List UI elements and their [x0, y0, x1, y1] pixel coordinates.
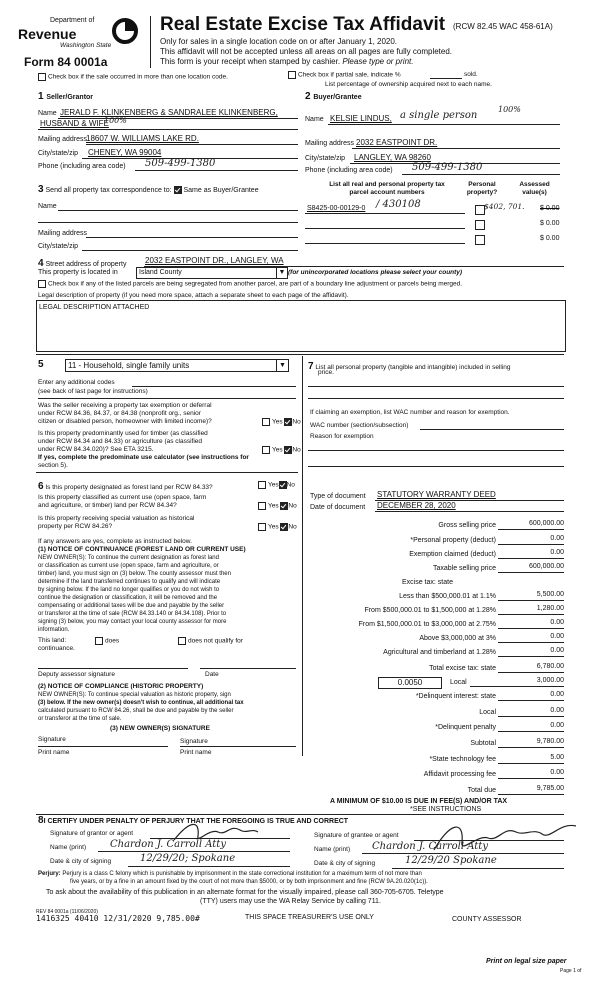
- buyer-city[interactable]: LANGLEY, WA 98260: [354, 153, 431, 162]
- calc-value-tech-fee[interactable]: 5.00: [550, 754, 564, 761]
- s5-q1-line1: Was the seller receiving a property tax exemption or deferral: [38, 402, 212, 409]
- note-2: This affidavit will not be accepted unless all areas on all pages are fully completed.: [160, 47, 453, 56]
- doctype-value[interactable]: STATUTORY WARRANTY DEED: [377, 490, 496, 499]
- buyer-name-handwritten: a single person: [400, 110, 478, 121]
- hist-text-2: calculated pursuant to RCW 84.26, shall be due and payable by the seller: [38, 708, 234, 714]
- docdate-label: Date of document: [310, 504, 366, 511]
- form-citation: (RCW 82.45 WAC 458-61A): [453, 22, 553, 31]
- s5-q1-yes-checkbox[interactable]: [262, 418, 270, 426]
- calc-label-delinq-local: Local: [479, 709, 496, 716]
- calc-value-tier1[interactable]: 5,500.00: [536, 591, 564, 598]
- note-3: This form is your receipt when stamped by cashier.: [160, 57, 341, 66]
- dept-logo-text: Revenue: [18, 26, 77, 42]
- additional-codes-label: Enter any additional codes: [38, 379, 115, 386]
- seller-name[interactable]: JERALD F. KLINKENBERG & SANDRALEE KLINKENBERG,: [60, 108, 278, 117]
- grantor-name-handwritten[interactable]: Chardon J. Carroll Atty: [110, 839, 226, 850]
- calc-label-penalty: *Delinquent penalty: [435, 724, 496, 731]
- rev-code: REV 84 0001a (11/06/2020): [36, 909, 98, 915]
- dept-state: Washington State: [60, 42, 112, 49]
- section-3-num: 3: [38, 184, 44, 195]
- calc-label-gross: Gross selling price: [438, 522, 496, 529]
- buyer-phone-label: Phone (including area code): [305, 167, 393, 174]
- hist-text-1: (3) below. If the new owner(s) doesn't wish to continue, all additional tax: [38, 700, 244, 706]
- parcel-value-2[interactable]: $ 0.00: [540, 220, 560, 227]
- s6-q2-line2: and agriculture, or timber) land per RCW 84.34?: [38, 502, 177, 509]
- s6-if-yes: If any answers are yes, complete as instructed below.: [38, 538, 192, 545]
- s6-q1: Is this property designated as forest land per RCW 84.33?: [45, 484, 213, 491]
- cont-text-6: compensating or additional taxes will be due and payable by the seller: [38, 603, 225, 609]
- seller-pct-handwritten: 100%: [104, 116, 127, 125]
- cont-text-7: or transferor at the time of sale (RCW 84.33.140 or 84.34.108). Prior to: [38, 611, 227, 617]
- sold-suffix: sold.: [464, 71, 478, 78]
- calc-value-tier4[interactable]: 0.00: [550, 633, 564, 640]
- s5-q2-no-checkbox[interactable]: [284, 446, 292, 454]
- located-label: This property is located in: [38, 269, 118, 276]
- parcel-account-1[interactable]: S8425-00-00129-0: [307, 205, 366, 212]
- owner-sig-2-label: Signature: [180, 738, 208, 745]
- s7-text: List all personal property (tangible and intangible) included in selling: [315, 364, 511, 371]
- parcel-col3-header: Assessed: [519, 181, 550, 188]
- buyer-pct-handwritten: 100%: [498, 105, 521, 114]
- note-3-italic: Please type or print.: [342, 57, 414, 66]
- continuance-label: continuance.: [38, 645, 75, 652]
- treasurer-use-label: THIS SPACE TREASURER'S USE ONLY: [245, 914, 374, 921]
- s6-q2-no-checkbox[interactable]: [280, 502, 288, 510]
- buyer-heading: Buyer/Grantee: [313, 94, 362, 101]
- s5-q1-line2: under RCW 84.36, 84.37, or 84.38 (nonprofit org., senior: [38, 410, 201, 417]
- cashier-stamp: 1416325 40410 12/31/2020 9,785.00#: [36, 914, 200, 923]
- calc-label-delinq-state: *Delinquent interest: state: [415, 693, 496, 700]
- parcel-value-1-handwritten: $402, 701.: [484, 202, 525, 211]
- use-code-value: 11 - Household, single family units: [68, 361, 190, 370]
- cont-text-5: continue the designation or classification, it will be removed and the: [38, 595, 218, 601]
- legal-label: Legal description of property (if you need more space, attach a separate sheet to each page of the affidavit).: [38, 292, 349, 299]
- deputy-signature-label: Deputy assessor signature: [38, 671, 115, 678]
- cont-text-8: signing (3) below, you may contact your local county assessor for more: [38, 619, 227, 625]
- historic-heading: (2) NOTICE OF COMPLIANCE (HISTORIC PROPERTY): [38, 683, 204, 690]
- doctype-label: Type of document: [310, 493, 366, 500]
- section-8-heading: I CERTIFY UNDER PENALTY OF PERJURY THAT THE FOREGOING IS TRUE AND CORRECT: [43, 818, 349, 825]
- land-does-checkbox[interactable]: [95, 637, 103, 645]
- grantee-date-label: Date & city of signing: [314, 860, 376, 867]
- buyer-name-label: Name: [305, 116, 324, 123]
- s5-q1-line3: citizen or disabled person, homeowner with limited income)?: [38, 418, 212, 425]
- seller-phone-label: Phone (including area code): [38, 163, 126, 170]
- buyer-city-label: City/state/zip: [305, 155, 346, 162]
- buyer-phone[interactable]: 509-499-1380: [412, 162, 483, 173]
- parcel-value-1[interactable]: $ 0.00: [540, 205, 560, 212]
- local-rate: 0.0050: [397, 678, 423, 687]
- calc-value-tier3[interactable]: 0.00: [550, 619, 564, 626]
- calc-label-ag: Agricultural and timberland at 1.28%: [383, 649, 496, 656]
- form-title: Real Estate Excise Tax Affidavit: [160, 14, 446, 35]
- form-number: Form 84 0001a: [24, 55, 108, 69]
- seller-name-label: Name: [38, 110, 57, 117]
- grantor-name-label: Name (print): [50, 844, 87, 851]
- legal-description: LEGAL DESCRIPTION ATTACHED: [39, 304, 150, 311]
- local-rate-field[interactable]: [378, 677, 442, 689]
- s5-q2-line2: under RCW 84.34 and 84.33) or agriculture (as classified: [38, 438, 203, 445]
- s6-q3-yes-checkbox[interactable]: [258, 523, 266, 531]
- calc-value-subtotal[interactable]: 9,780.00: [536, 738, 564, 745]
- s5-q2-line5: section 5).: [38, 462, 68, 469]
- s6-q3-line2: property per RCW 84.26?: [38, 523, 113, 530]
- note-1: Only for sales in a single location code on or after January 1, 2020.: [160, 37, 398, 46]
- section-1-num: 1: [38, 91, 44, 102]
- section-8-num: 8: [38, 815, 44, 826]
- calc-label-taxable: Taxable selling price: [432, 565, 496, 572]
- perjury-bold: Perjury:: [38, 871, 61, 877]
- reason-label: Reason for exemption: [310, 433, 374, 440]
- revenue-logo-icon: [112, 18, 138, 44]
- parcel-value-3[interactable]: $ 0.00: [540, 235, 560, 242]
- seller-phone[interactable]: 509-499-1380: [145, 158, 216, 169]
- owner-sig-1-label: Signature: [38, 736, 66, 743]
- accessibility-line1: To ask about the availability of this publication in an alternate format for the visually impaired, please call 360-705-6705. Teletype: [46, 889, 444, 896]
- cont-text-0: NEW OWNER(S): To continue the current designation as forest land: [38, 555, 219, 561]
- county-select[interactable]: [136, 267, 288, 279]
- local-label: Local: [450, 679, 467, 686]
- buyer-name[interactable]: KELSIE LINDUS,: [330, 114, 392, 123]
- same-as-buyer-checkbox[interactable]: [174, 186, 182, 194]
- seller-city-label: City/state/zip: [38, 150, 79, 157]
- seller-heading: Seller/Grantor: [46, 94, 94, 101]
- chevron-down-icon[interactable]: ▼: [276, 268, 287, 278]
- owner-print-2-label: Print name: [180, 749, 212, 756]
- cont-text-9: information.: [38, 627, 70, 633]
- grantor-sig-label: Signature of grantor or agent: [50, 830, 134, 837]
- street-address[interactable]: 2032 EASTPOINT DR., LANGLEY, WA: [145, 256, 284, 265]
- section-7-num: 7: [308, 361, 314, 372]
- land-does-not-checkbox[interactable]: [178, 637, 186, 645]
- local-value[interactable]: 3,000.00: [536, 677, 564, 684]
- grantee-sig-label: Signature of grantee or agent: [314, 832, 399, 839]
- s6-q2-yes-checkbox[interactable]: [258, 502, 266, 510]
- cont-text-2: timber) land, you must sign on (3) below. The county assessor must then: [38, 571, 231, 577]
- legal-description-field[interactable]: [36, 300, 566, 352]
- unincorp-note: (for unincorporated locations please select your county): [288, 269, 463, 276]
- parcel-col1-header: List all real and personal property tax: [329, 181, 445, 188]
- calc-label-total-due: Total due: [467, 787, 496, 794]
- perjury-text: Perjury is a class C felony which is punishable by imprisonment in the state correctional institution for a maximum term of not more than: [62, 871, 422, 877]
- calc-value-delinq-local[interactable]: 0.00: [550, 707, 564, 714]
- chevron-down-icon[interactable]: ▼: [276, 360, 288, 371]
- seller-section: [38, 91, 93, 102]
- calc-label-tier3: From $1,500,000.01 to $3,000,000 at 2.75%: [358, 621, 496, 628]
- calc-value-penalty[interactable]: 0.00: [550, 722, 564, 729]
- calc-label-exemption: Exemption claimed (deduct): [409, 551, 496, 558]
- s5-q1-no-checkbox[interactable]: [284, 418, 292, 426]
- section-5-num: 5: [38, 359, 44, 370]
- cont-text-4: by signing below. If the land no longer qualifies or you do not wish to: [38, 587, 220, 593]
- parcel-col2-header: Personal: [468, 181, 496, 188]
- check-partial-sale[interactable]: Check box if partial sale, indicate %: [288, 71, 401, 79]
- s5-q2-line3: under RCW 84.34.020)? See ETA 3215.: [38, 446, 154, 453]
- seller-address-label: Mailing address: [38, 136, 88, 143]
- print-legal-note: Print on legal size paper: [486, 958, 567, 965]
- county-assessor-label: COUNTY ASSESSOR: [452, 916, 522, 923]
- section-6-num: 6: [38, 481, 44, 492]
- parcel-personal-checkbox-2[interactable]: [475, 220, 485, 230]
- accessibility-line2: (TTY) users may use the WA Relay Service by calling 711.: [200, 898, 381, 905]
- calc-value-taxable[interactable]: 600,000.00: [528, 563, 564, 570]
- section-3-text: Send all property tax correspondence to:: [45, 187, 172, 194]
- cont-text-3: determine if the land transferred continues to qualify and will indicate: [38, 579, 221, 585]
- calc-label-personal: *Personal property (deduct): [410, 537, 496, 544]
- calc-value-personal[interactable]: 0.00: [550, 535, 564, 542]
- buyer-address-label: Mailing address: [305, 140, 355, 147]
- use-code-select[interactable]: [65, 359, 289, 372]
- calc-label-processing-fee: Affidavit processing fee: [423, 771, 496, 778]
- section-4-num: 4: [38, 258, 44, 269]
- seller-city[interactable]: CHENEY, WA 99004: [88, 148, 162, 157]
- calc-label-tier2: From $500,000.01 to $1,500,000 at 1.28%: [364, 607, 496, 614]
- s5-q2-yes-checkbox[interactable]: [262, 446, 270, 454]
- s6-q1-yes-checkbox[interactable]: [258, 481, 266, 489]
- county-value: Island County: [139, 269, 182, 276]
- parcel-account-1-handwritten: / 430108: [376, 199, 421, 210]
- seller-name-2[interactable]: HUSBAND & WIFE: [40, 119, 109, 128]
- street-label: Street address of property: [45, 261, 127, 268]
- calc-label-tier4: Above $3,000,000 at 3%: [419, 635, 496, 642]
- segregated-checkbox[interactable]: Check box if any of the listed parcels are being segregated from another parcel, are part of a boundary line adjustment or parcels being merged.: [38, 280, 462, 288]
- check-multi-location[interactable]: Check box if the sale occurred in more than one location code.: [38, 73, 228, 81]
- new-owner-sig-heading: (3) NEW OWNER(S) SIGNATURE: [110, 725, 210, 732]
- cont-text-1: or classification as current use (open space, farm and agriculture, or: [38, 563, 219, 569]
- dept-line1: Department of: [50, 17, 95, 24]
- parcel-col3b-header: value(s): [522, 189, 547, 196]
- corr-city-label: City/state/zip: [38, 243, 79, 250]
- calc-label-tech-fee: *State technology fee: [429, 756, 496, 763]
- grantee-signature-icon: [430, 816, 580, 860]
- docdate-value[interactable]: DECEMBER 28, 2020: [377, 501, 456, 510]
- page-number: Page 1 of: [560, 968, 582, 974]
- same-as-buyer-label: Same as Buyer/Grantee: [183, 187, 259, 194]
- owner-print-1-label: Print name: [38, 749, 70, 756]
- grantor-date-label: Date & city of signing: [50, 858, 112, 865]
- continuance-heading: (1) NOTICE OF CONTINUANCE (FOREST LAND OR CURRENT USE): [38, 546, 246, 553]
- s7-text2: price.: [318, 369, 334, 376]
- corr-name-label: Name: [38, 203, 57, 210]
- section-2-num: 2: [305, 91, 311, 102]
- calc-value-total-state[interactable]: 6,780.00: [536, 663, 564, 670]
- calc-label-total-state: Total excise tax: state: [429, 665, 496, 672]
- this-land-label: This land:: [38, 637, 67, 644]
- s5-q2-line4: If yes, complete the predominate use calculator (see instructions for: [38, 454, 249, 461]
- s5-q2-line1: Is this property predominantly used for timber (as classified: [38, 430, 208, 437]
- calc-value-tier2[interactable]: 1,280.00: [536, 605, 564, 612]
- minimum-notice: A MINIMUM OF $10.00 IS DUE IN FEE(S) AND/OR TAX: [330, 798, 508, 805]
- calc-value-delinq-state[interactable]: 0.00: [550, 691, 564, 698]
- calc-value-total-due[interactable]: 9,785.00: [536, 785, 564, 792]
- deputy-date-label: Date: [205, 671, 219, 678]
- s6-q3-line1: Is this property receiving special valuation as historical: [38, 515, 195, 522]
- calc-value-ag[interactable]: 0.00: [550, 647, 564, 654]
- hist-text-3: or transferor at the time of sale.: [38, 716, 122, 722]
- grantee-name-label: Name (print): [314, 846, 351, 853]
- corr-address-label: Mailing address: [38, 230, 88, 237]
- calc-value-processing-fee[interactable]: 0.00: [550, 769, 564, 776]
- calc-value-gross[interactable]: 600,000.00: [528, 520, 564, 527]
- wac-label: WAC number (section/subsection): [310, 422, 409, 429]
- buyer-address[interactable]: 2032 EASTPOINT DR.: [356, 138, 438, 147]
- s6-q1-no-checkbox[interactable]: [279, 481, 287, 489]
- parcel-col1b-header: parcel account numbers: [349, 189, 425, 196]
- ownership-pct-note: List percentage of ownership acquired next to each name.: [325, 81, 492, 88]
- hist-text-0: NEW OWNER(S): To continue special valuation as historic property, sign: [38, 692, 231, 698]
- land-does-not-label: does not qualify for: [188, 637, 243, 645]
- parcel-col2b-header: property?: [466, 189, 498, 196]
- parcel-personal-checkbox-3[interactable]: [475, 235, 485, 245]
- calc-label-tier1: Less than $500,000.01 at 1.1%: [399, 593, 496, 600]
- land-does-label: does: [105, 637, 120, 645]
- grantor-date-handwritten[interactable]: 12/29/20; Spokane: [140, 853, 236, 864]
- see-instructions: *SEE INSTRUCTIONS: [410, 806, 482, 813]
- calc-label-excise-state: Excise tax: state: [402, 579, 453, 586]
- calc-label-subtotal: Subtotal: [470, 740, 496, 747]
- grantee-name-handwritten[interactable]: Chardon J. Carroll Atty: [372, 841, 488, 852]
- calc-value-exemption[interactable]: 0.00: [550, 549, 564, 556]
- see-back-label: (see back of last page for instructions): [38, 388, 148, 395]
- perjury-text2: five years, or by a fine in an amount fixed by the court of not more than $5000, or by both imprisonment and fine (RCW 9A.20.020(1c)).: [70, 879, 428, 885]
- exemption-label: If claiming an exemption, list WAC number and reason for exemption.: [310, 409, 510, 416]
- grantee-date-handwritten[interactable]: 12/29/20 Spokane: [405, 855, 497, 866]
- s6-q2-line1: Is this property classified as current use (open space, farm: [38, 494, 207, 501]
- s6-q3-no-checkbox[interactable]: [280, 523, 288, 531]
- seller-address[interactable]: 18607 W. WILLIAMS LAKE RD.: [86, 134, 199, 143]
- grantor-signature-icon: [170, 818, 260, 848]
